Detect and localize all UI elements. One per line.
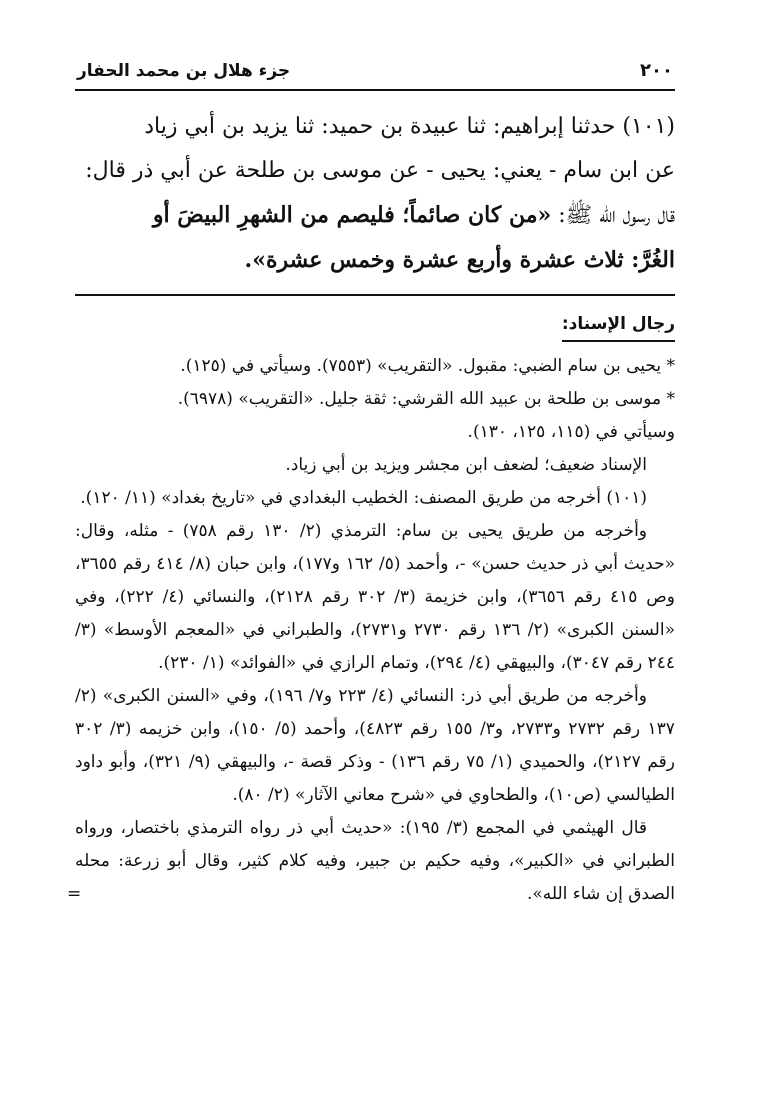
note-takhrij: وأخرجه من طريق أبي ذر: النسائي (٤/ ٢٢٣ و٧/ ١٩٦)، وفي «السنن الكبرى» (٢/ ١٣٧ رقم ٢٧٣٢ و٢٧٣٣، و٣/ ١٥٥ رقم ٤٨٢٣)، وأحمد (٥/ ١٥٠)، وابن خزيمه (٣/ ٣٠٢ رقم ٢١٢٧)، والحميدي (١/ ٧٥ رقم ١٣٦) - وذكر قصة -، والبيهقي (٩/ ٣٢١)، وأبو داود الطيالسي (ص١٠)، والطحاوي في «شرح معاني الآثار» (٢/ ٨٠). [75,686,675,805]
section-title: رجال الإسناد: [562,314,675,342]
hadith-matn: «من كان صائماً؛ فليصم من الشهرِ البيضَ أو [152,202,552,228]
note-takhrij: (١٠١) أخرجه من طريق المصنف: الخطيب البغدادي في «تاريخ بغداد» (١١/ ١٢٠). [80,488,647,508]
note-line: وسيأتي في (١١٥، ١٢٥، ١٣٠). [467,422,675,442]
page [67,60,675,911]
note-haythami-text: قال الهيثمي في المجمع (٣/ ١٩٥): «حديث أبي ذر رواه الترمذي باختصار، ورواه الطبراني في «الكبير»، وفيه حكيم بن جبير، وفيه كلام كثير، وقال أبو زرعة: محله الصدق إن شاء الله». [75,818,675,904]
note-grading: الإسناد ضعيف؛ لضعف ابن مجشر ويزيد بن أبي زياد. [285,455,647,475]
hadith-text [75,105,675,282]
hadith-matn: الغُرَّ: ثلاث عشرة وأربع عشرة وخمس عشرة». [244,247,675,273]
hadith-line: عن ابن سام - يعني: يحيى - عن موسى بن طلحة عن أبي ذر قال: [85,158,675,183]
hadith-line [75,193,675,238]
note-haythami [67,812,675,911]
continuation-mark: = [67,884,82,904]
note-takhrij: وأخرجه من طريق يحيى بن سام: الترمذي (٢/ ١٣٠ رقم ٧٥٨) - مثله، وقال: «حديث أبي ذر حديث حسن» -، وأحمد (٥/ ١٦٢ و١٧٧)، وابن حبان (٨/ ٤١٤ رقم ٣٦٥٥، وص ٤١٥ رقم ٣٦٥٦)، وابن خزيمة (٣/ ٣٠٢ رقم ٢١٢٨)، والنسائي (٤/ ٢٢٢)، وفي «السنن الكبرى» (٢/ ١٣٦ رقم ٢٧٣٠ و٢٧٣١)، والطبراني في «المعجم الأوسط» (٣/ ٢٤٤ رقم ٣٠٤٧)، والبيهقي (٤/ ٢٩٤)، وتمام الرازي في «الفوائد» (١/ ٢٣٠). [75,521,675,673]
note-narrator: * موسى بن طلحة بن عبيد الله القرشي: ثقة جليل. «التقريب» (٦٩٧٨). [177,389,675,409]
hadith-line: (١٠١) حدثنا إبراهيم: ثنا عبيدة بن حميد: ثنا يزيد بن أبي زياد [144,114,675,139]
hadith-intro: قال رسول الله ﷺ: [551,203,675,228]
page-number: ٢٠٠ [640,60,673,81]
running-header [75,60,675,91]
book-title: جزء هلال بن محمد الحفار [77,61,291,81]
note-narrator: * يحيى بن سام الضبي: مقبول. «التقريب» (٧٥٥٣). وسيأتي في (١٢٥). [180,356,675,376]
separator [75,294,675,296]
footnotes [67,350,675,911]
